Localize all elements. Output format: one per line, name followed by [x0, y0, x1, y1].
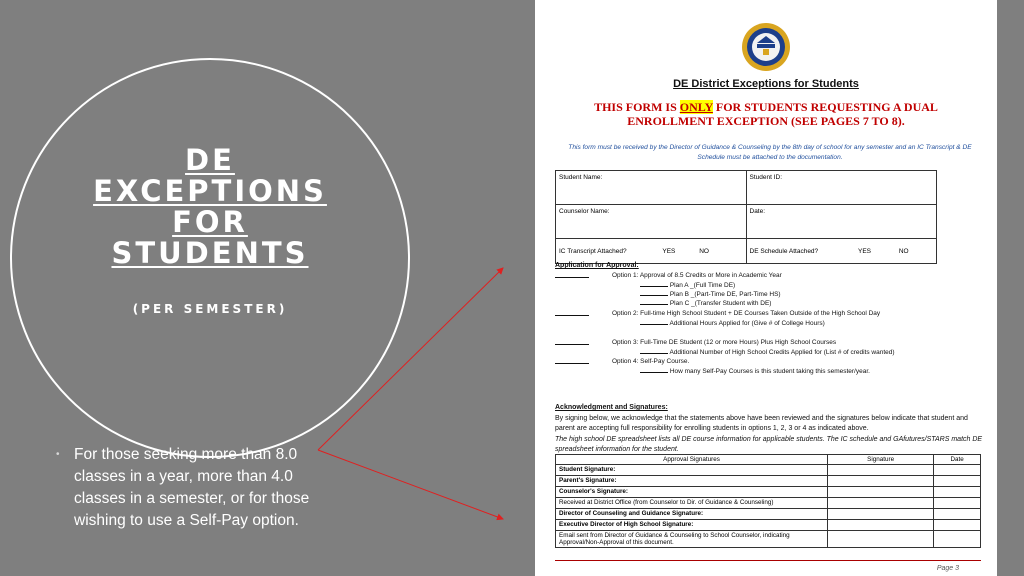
- form-warning: [535, 100, 997, 128]
- signature-cell: [828, 498, 934, 509]
- signature-cell: [828, 487, 934, 498]
- page-number: Page 3: [936, 565, 959, 572]
- student-name-label: Student Name:: [559, 174, 603, 181]
- option2-text: Option 2: Full-time High School Student + DE Courses Taken Outside of the High School Day: [612, 310, 881, 317]
- de-no-option: NO: [898, 247, 909, 255]
- title-line-1: DE: [185, 143, 235, 177]
- de-schedule-label: DE Schedule Attached?: [749, 247, 819, 255]
- ic-yes-option: YES: [662, 247, 676, 255]
- footer-divider: [555, 560, 981, 561]
- plan-c-row: [640, 300, 771, 307]
- title-line-4: STUDENTS: [111, 236, 309, 270]
- arrow-to-signatures: [318, 450, 503, 519]
- date-cell: [934, 509, 981, 520]
- sig-row-label: Received at District Office (from Counselor to Dir. of Guidance & Counseling): [556, 498, 828, 509]
- option3-blank: [555, 340, 589, 347]
- option2-sub-text: Additional Hours Applied for (Give # of College Hours): [669, 320, 825, 327]
- ic-no-option: NO: [699, 247, 709, 255]
- counselor-name-label: Counselor Name:: [559, 208, 610, 215]
- ack-text: By signing below, we acknowledge that the statements above have been reviewed and the signatures below indicate that student and parent are accepting full responsibility for enrolling students in options 1, 2, 3 or 4 as indicated above.: [555, 414, 968, 432]
- option2-blank: [555, 311, 589, 318]
- signature-cell: [828, 476, 934, 487]
- arrow-to-application: [318, 268, 503, 450]
- bullet-text: For those seeking more than 8.0 classes in a year, more than 4.0 classes in a semester, or for those wishing to use a Self-Pay option.: [74, 446, 310, 529]
- date-label: Date:: [749, 208, 766, 215]
- acknowledgment-section: [555, 403, 985, 456]
- application-heading: Application for Approval:: [555, 262, 639, 269]
- warning-text-start: THIS FORM IS: [594, 100, 680, 114]
- table-row: [556, 498, 981, 509]
- plan-a-text: Plan A _(Full Time DE): [669, 282, 736, 289]
- option4-sub-text: How many Self-Pay Courses is this student taking this semester/year.: [669, 368, 870, 375]
- table-row: [556, 476, 981, 487]
- table-row: [556, 520, 981, 531]
- title-line-3: FOR: [172, 205, 248, 239]
- school-seal-icon: [741, 22, 791, 72]
- sig-row-label: Parent's Signature:: [556, 476, 828, 487]
- signature-cell: [828, 520, 934, 531]
- sig-row-label: Counselor's Signature:: [556, 487, 828, 498]
- student-info-table: [555, 170, 937, 264]
- table-row: [556, 531, 981, 548]
- form-document: [535, 0, 997, 576]
- table-row: [556, 465, 981, 476]
- date-cell: [934, 465, 981, 476]
- signature-cell: [828, 465, 934, 476]
- option1-text: Option 1: Approval of 8.5 Credits or More in Academic Year: [612, 272, 782, 279]
- option2-sub-row: [640, 320, 825, 327]
- sig-row-label: Email sent from Director of Guidance & Counseling to School Counselor, indicating Approval/Non-Approval of this document.: [556, 531, 828, 548]
- sig-row-label: Executive Director of High School Signature:: [556, 520, 828, 531]
- table-row: [556, 487, 981, 498]
- sig-header-signature: Signature: [828, 455, 934, 465]
- date-cell: [934, 531, 981, 548]
- option4-text: Option 4: Self-Pay Course.: [612, 358, 690, 365]
- option3-text: Option 3: Full-Time DE Student (12 or more Hours) Plus High School Courses: [612, 339, 837, 346]
- sig-row-label: Director of Counseling and Guidance Signature:: [556, 509, 828, 520]
- bullet-dot-icon: •: [56, 449, 60, 460]
- sig-header-approval: Approval Signatures: [556, 455, 828, 465]
- de-yes-option: YES: [857, 247, 871, 255]
- title-line-2: EXCEPTIONS: [93, 174, 327, 208]
- sig-row-label: Student Signature:: [556, 465, 828, 476]
- plan-c-text: Plan C _(Transfer Student with DE): [669, 300, 772, 307]
- warning-text-end: FOR STUDENTS REQUESTING A DUAL: [712, 100, 938, 114]
- option3-sub-text: Additional Number of High School Credits Applied for (List # of credits wanted): [669, 349, 895, 356]
- signature-cell: [828, 531, 934, 548]
- warning-only-highlight: ONLY: [679, 100, 713, 114]
- warning-line-2: ENROLLMENT EXCEPTION (SEE PAGES 7 TO 8).: [627, 114, 905, 128]
- option3-sub-row: [640, 349, 895, 356]
- date-cell: [934, 487, 981, 498]
- submission-note: This form must be received by the Director of Guidance & Counseling by the 8th day of school for any semester and an IC Transcript & DE Schedule must be attached to the documentation.: [568, 144, 972, 161]
- date-cell: [934, 520, 981, 531]
- slide-subtitle: (PER SEMESTER): [132, 302, 288, 316]
- signature-table: [555, 454, 981, 548]
- option1-blank: [555, 273, 589, 280]
- date-cell: [934, 476, 981, 487]
- ack-heading: Acknowledgment and Signatures:: [555, 404, 668, 411]
- ic-transcript-label: IC Transcript Attached?: [559, 247, 627, 255]
- plan-a-row: [640, 282, 735, 289]
- form-title: DE District Exceptions for Students: [673, 78, 859, 90]
- option4-blank: [555, 359, 589, 366]
- sig-header-date: Date: [934, 455, 981, 465]
- table-row: [556, 509, 981, 520]
- option4-sub-row: [640, 368, 870, 375]
- date-cell: [934, 498, 981, 509]
- plan-b-row: [640, 291, 781, 298]
- student-id-label: Student ID:: [749, 174, 783, 181]
- signature-cell: [828, 509, 934, 520]
- plan-b-text: Plan B _(Part-Time DE, Part-Time HS): [669, 291, 781, 298]
- ack-italic-text: The high school DE spreadsheet lists all DE course information for applicable students. The IC schedule and GAfutures/STARS match DE spreadsheet information for the student.: [555, 435, 983, 453]
